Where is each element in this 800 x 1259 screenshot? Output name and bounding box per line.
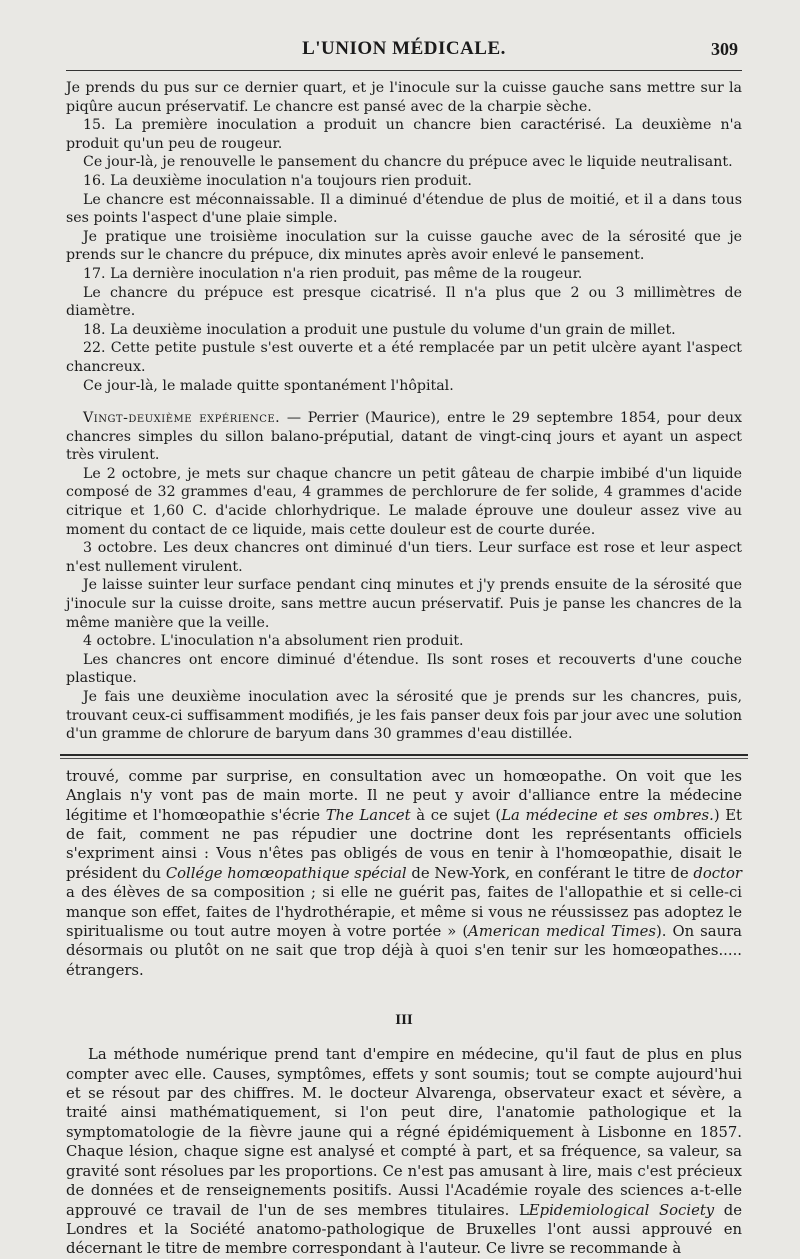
- text-run: La méthode numérique prend tant d'empire en médecine, qu'il faut de plus en plus compter avec elle. Causes, symptômes, effets y sont soumis; tout se compte aujourd'hui et se résout par des chiffres. M. le docteur Alvarenga, observateur exact et sévère, a traité ainsi mathématiquement, si l'on peut dire, l'anatomie pathologique et la symptomatologie de la fièvre jaune qui a régné épidémiquement à Lisbonne en 1857. Chaque lésion, chaque signe est analysé et compté à part, et sa fréquence, sa valeur, sa gravité sont résolues par les proportions. Ce n'est pas amusant à lire, mais c'est précieux de données et de renseignements positifs. Aussi l'Académie royale des sciences a-t-elle approuvé ce travail de l'un de ses membres titulaires. L: [66, 1046, 742, 1219]
- text-run: ). On saura désormais ou plutôt on ne sait que trop déjà à quoi s'en tenir sur les homœopathes..... étrangers.: [66, 923, 742, 979]
- paragraph: Je fais une deuxième inoculation avec la sérosité que je prends sur les chancres, puis, trouvant ceux-ci suffisamment modifiés, je les fais panser deux fois par jour avec une solution d'un gramme de chlorure de baryum dans 30 grammes d'eau distillée.: [66, 689, 742, 743]
- paragraph: Les chancres ont encore diminué d'étendue. Ils sont roses et recouverts d'une couche plastique.: [66, 651, 742, 687]
- observation-section: [66, 79, 742, 744]
- section-heading: III: [395, 1012, 413, 1029]
- experiment-label: Vingt-deuxième expérience.: [83, 410, 281, 427]
- italic-title: Epidemiological Society: [528, 1201, 715, 1219]
- experiment-heading-paragraph: [66, 409, 742, 465]
- italic-title: doctor: [693, 864, 742, 882]
- paragraph: [66, 1045, 742, 1258]
- paragraph: 17. La dernière inoculation n'a rien produit, pas même de la rougeur.: [83, 265, 583, 282]
- paragraph: 4 octobre. L'inoculation n'a absolument rien produit.: [83, 633, 464, 650]
- text-run: à ce sujet (: [410, 806, 502, 824]
- paragraph: Je pratique une troisième inoculation sur la cuisse gauche avec de la sérosité que je prends sur le chancre du prépuce, dix minutes après avoir enlevé le pansement.: [66, 228, 742, 264]
- text-run: ) Et de fait, comment ne pas répudier une doctrine dont les représentants officiels s'expriment ainsi : Vous n'êtes pas obligés de vous en tenir à l'homœopathie, disait le président du: [66, 806, 742, 882]
- italic-title: La médecine et ses ombres.: [501, 806, 714, 824]
- page-number: 309: [711, 39, 738, 59]
- paragraph: Le chancre du prépuce est presque cicatrisé. Il n'a plus que 2 ou 3 millimètres de diamètre.: [66, 284, 742, 320]
- running-head: [66, 30, 742, 64]
- paragraph: [66, 767, 742, 980]
- paragraph: Ce jour-là, je renouvelle le pansement du chancre du prépuce avec le liquide neutralisant.: [83, 154, 733, 171]
- paragraph: Ce jour-là, le malade quitte spontanément l'hôpital.: [83, 377, 454, 394]
- experiment-intro: — Perrier (Maurice), entre le 29 septembre 1854, pour deux chancres simples du sillon balano-préputial, datant de vingt-cinq jours et ayant un aspect très virulent.: [66, 410, 742, 464]
- feuilleton-section: [66, 767, 742, 1259]
- paragraph: 16. La deuxième inoculation n'a toujours rien produit.: [83, 172, 472, 189]
- italic-title: Collége homœopathique spécial: [165, 864, 407, 882]
- section-divider: [60, 754, 748, 759]
- paragraph: Le 2 octobre, je mets sur chaque chancre un petit gâteau de charpie imbibé d'un liquide composé de 32 grammes d'eau, 4 grammes de perchlorure de fer solide, 4 grammes d'acide citrique et 1,60 C. d'acide chlorhydrique. Le malade éprouve une douleur assez vive au moment du contact de ce liquide, mais cette douleur est de courte durée.: [66, 465, 742, 538]
- paragraph: 18. La deuxième inoculation a produit une pustule du volume d'un grain de millet.: [83, 321, 676, 338]
- paragraph: Je prends du pus sur ce dernier quart, et je l'inocule sur la cuisse gauche sans mettre sur la piqûre aucun préservatif. Le chancre est pansé avec de la charpie sèche.: [66, 80, 742, 115]
- italic-title: The Lancet: [325, 806, 411, 824]
- running-title: L'UNION MÉDICALE.: [302, 38, 506, 59]
- paragraph: Je laisse suinter leur surface pendant cinq minutes et j'y prends ensuite de la sérosité que j'inocule sur la cuisse droite, sans mettre aucun préservatif. Puis je panse les chancres de la même manière que la veille.: [66, 577, 742, 631]
- text-run: de Londres et la Société anatomo-pathologique de Bruxelles l'ont aussi approuvé en décernant le titre de membre correspondant à l'auteur. Ce livre se recommande à: [66, 1201, 742, 1258]
- text-run: trouvé, comme par surprise, en consultation avec un homœopathe. On voit que les Anglais n'y vont pas de main morte. Il ne peut y avoir d'alliance entre la médecine légitime et l'homœopathie s'écrie: [66, 767, 742, 824]
- paragraph: 3 octobre. Les deux chancres ont diminué d'un tiers. Leur surface est rose et leur aspect n'est nullement virulent.: [66, 540, 742, 575]
- paragraph: Le chancre est méconnaissable. Il a diminué d'étendue de plus de moitié, et il a dans tous ses points l'aspect d'une plaie simple.: [66, 191, 742, 227]
- text-run: a des élèves de sa composition ; si elle ne guérit pas, faites de l'allopathie et si celle-ci manque son effet, faites de l'hydrothérapie, et même si vous ne réussissez pas adoptez le spiritualisme ou tout autre moyen à votre portée » (: [66, 884, 742, 941]
- text-run: de New-York, en conférant le titre de: [406, 864, 694, 882]
- header-rule: [66, 70, 742, 71]
- italic-title: American medical Times: [468, 923, 656, 941]
- paragraph: 15. La première inoculation a produit un chancre bien caractérisé. La deuxième n'a produit qu'un peu de rougeur.: [66, 117, 742, 152]
- paragraph: 22. Cette petite pustule s'est ouverte et a été remplacée par un petit ulcère ayant l'aspect chancreux.: [66, 340, 742, 375]
